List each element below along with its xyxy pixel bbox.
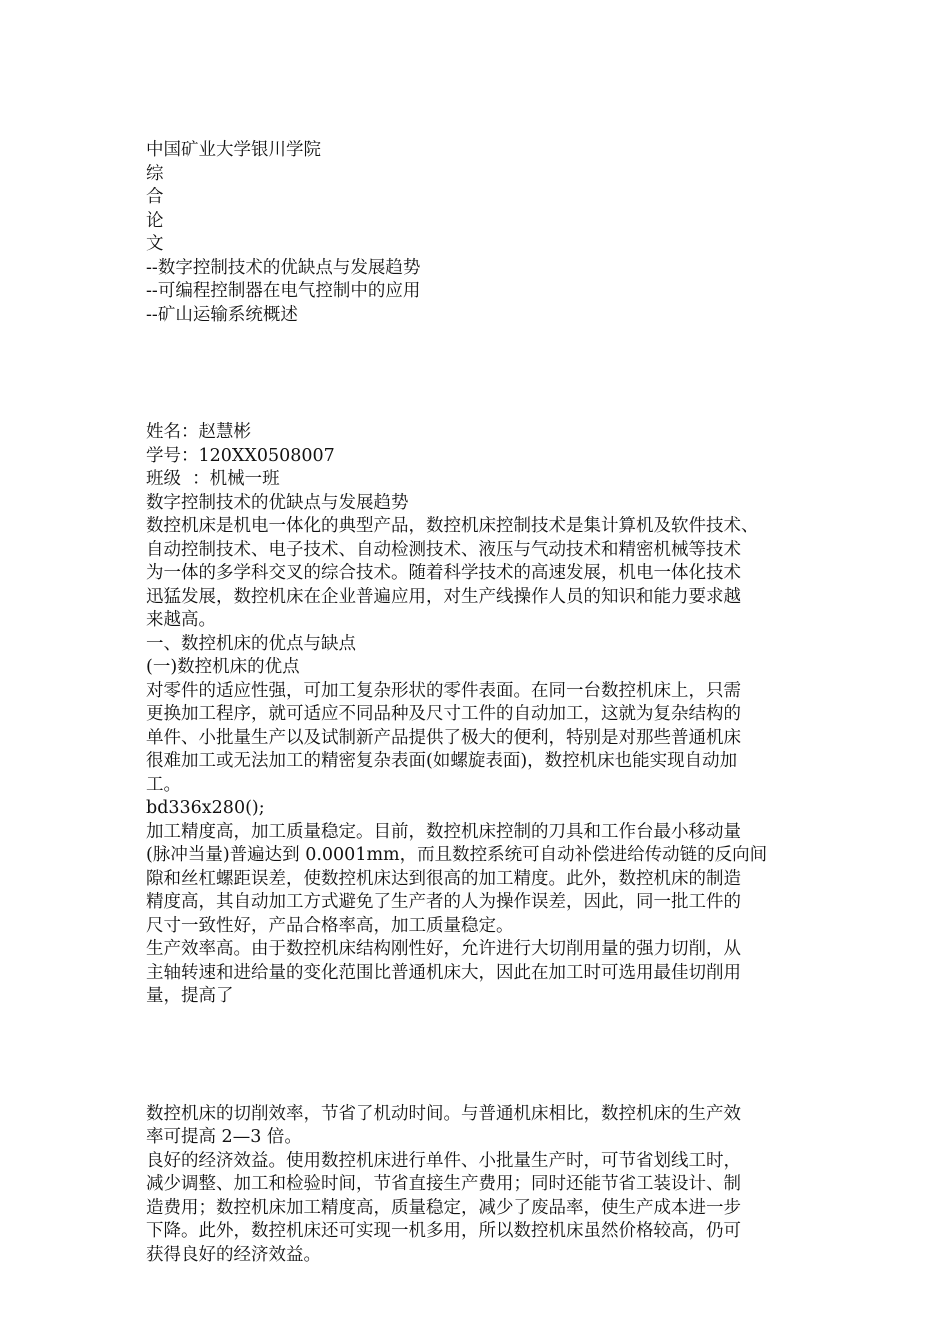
student-id: 学号：120XX0508007 [146, 445, 335, 466]
text-line: 自动控制技术、电子技术、自动检测技术、液压与气动技术和精密机械等技术 [146, 539, 741, 560]
text-line: 量，提高了 [146, 986, 234, 1006]
paragraph-efficiency-cont [146, 1103, 816, 1150]
paragraph-adaptability [146, 680, 816, 798]
paragraph-efficiency [146, 938, 816, 1009]
cover-title-char: 综 [146, 163, 164, 184]
cover-topic: --数字控制技术的优缺点与发展趋势 [146, 257, 421, 278]
text-line: 率可提高 2—3 倍。 [146, 1127, 302, 1147]
section-heading: 一、数控机床的优点与缺点 [146, 633, 356, 654]
intro-paragraph [146, 515, 816, 633]
text-line: 减少调整、加工和检验时间，节省直接生产费用；同时还能节省工装设计、制 [146, 1174, 741, 1194]
text-line: 来越高。 [146, 610, 216, 630]
text-line: 数控机床的切削效率，节省了机动时间。与普通机床相比，数控机床的生产效 [146, 1103, 741, 1124]
text-line: 单件、小批量生产以及试制新产品提供了极大的便利，特别是对那些普通机床 [146, 727, 741, 748]
text-line: 数控机床是机电一体化的典型产品，数控机床控制技术是集计算机及软件技术、 [146, 516, 759, 536]
text-line: (脉冲当量)普遍达到 0.0001mm，而且数控系统可自动补偿进给传动链的反向间 [146, 845, 768, 865]
text-line: 尺寸一致性好，产品合格率高，加工质量稳定。 [146, 915, 514, 936]
cover-title-char: 合 [146, 187, 164, 207]
text-line: 对零件的适应性强，可加工复杂形状的零件表面。在同一台数控机床上，只需 [146, 680, 741, 701]
cover-topic: --可编程控制器在电气控制中的应用 [146, 281, 421, 301]
code-fragment: bd336x280(); [146, 798, 265, 818]
text-line: 良好的经济效益。使用数控机床进行单件、小批量生产时，可节省划线工时， [146, 1150, 741, 1171]
paragraph-economy [146, 1150, 816, 1268]
text-line: 获得良好的经济效益。 [146, 1244, 321, 1265]
text-line: 下降。此外，数控机床还可实现一机多用，所以数控机床虽然价格较高，仍可 [146, 1221, 741, 1241]
text-line: 主轴转速和进给量的变化范围比普通机床大，因此在加工时可选用最佳切削用 [146, 962, 741, 983]
student-class: 班级 ：机械一班 [146, 469, 280, 489]
text-line: 造费用；数控机床加工精度高，质量稳定，减少了废品率，使生产成本进一步 [146, 1197, 741, 1218]
subsection-heading: (一)数控机床的优点 [146, 657, 300, 677]
text-line: 工。 [146, 774, 181, 795]
student-name: 姓名：赵慧彬 [146, 422, 251, 442]
text-line: 迅猛发展，数控机床在企业普遍应用，对生产线操作人员的知识和能力要求越 [146, 586, 741, 607]
spacer [146, 1009, 816, 1103]
text-line: 很难加工或无法加工的精密复杂表面(如螺旋表面)，数控机床也能实现自动加 [146, 751, 738, 771]
cover-topic: --矿山运输系统概述 [146, 304, 298, 325]
school-name: 中国矿业大学银川学院 [146, 140, 321, 160]
text-line: 为一体的多学科交叉的综合技术。随着科学技术的高速发展，机电一体化技术 [146, 563, 741, 583]
text-line: 更换加工程序，就可适应不同品种及尺寸工件的自动加工，这就为复杂结构的 [146, 704, 741, 724]
text-line: 隙和丝杠螺距误差，使数控机床达到很高的加工精度。此外，数控机床的制造 [146, 868, 741, 889]
text-line: 生产效率高。由于数控机床结构刚性好，允许进行大切削用量的强力切削，从 [146, 939, 741, 959]
document-page [146, 139, 816, 1267]
text-line: 加工精度高，加工质量稳定。目前，数控机床控制的刀具和工作台最小移动量 [146, 821, 741, 842]
text-line: 精度高，其自动加工方式避免了生产者的人为操作误差，因此，同一批工件的 [146, 892, 741, 912]
paragraph-precision [146, 821, 816, 939]
article-title: 数字控制技术的优缺点与发展趋势 [146, 492, 409, 513]
spacer [146, 327, 816, 421]
cover-title-char: 文 [146, 234, 164, 254]
cover-title-char: 论 [146, 210, 164, 231]
